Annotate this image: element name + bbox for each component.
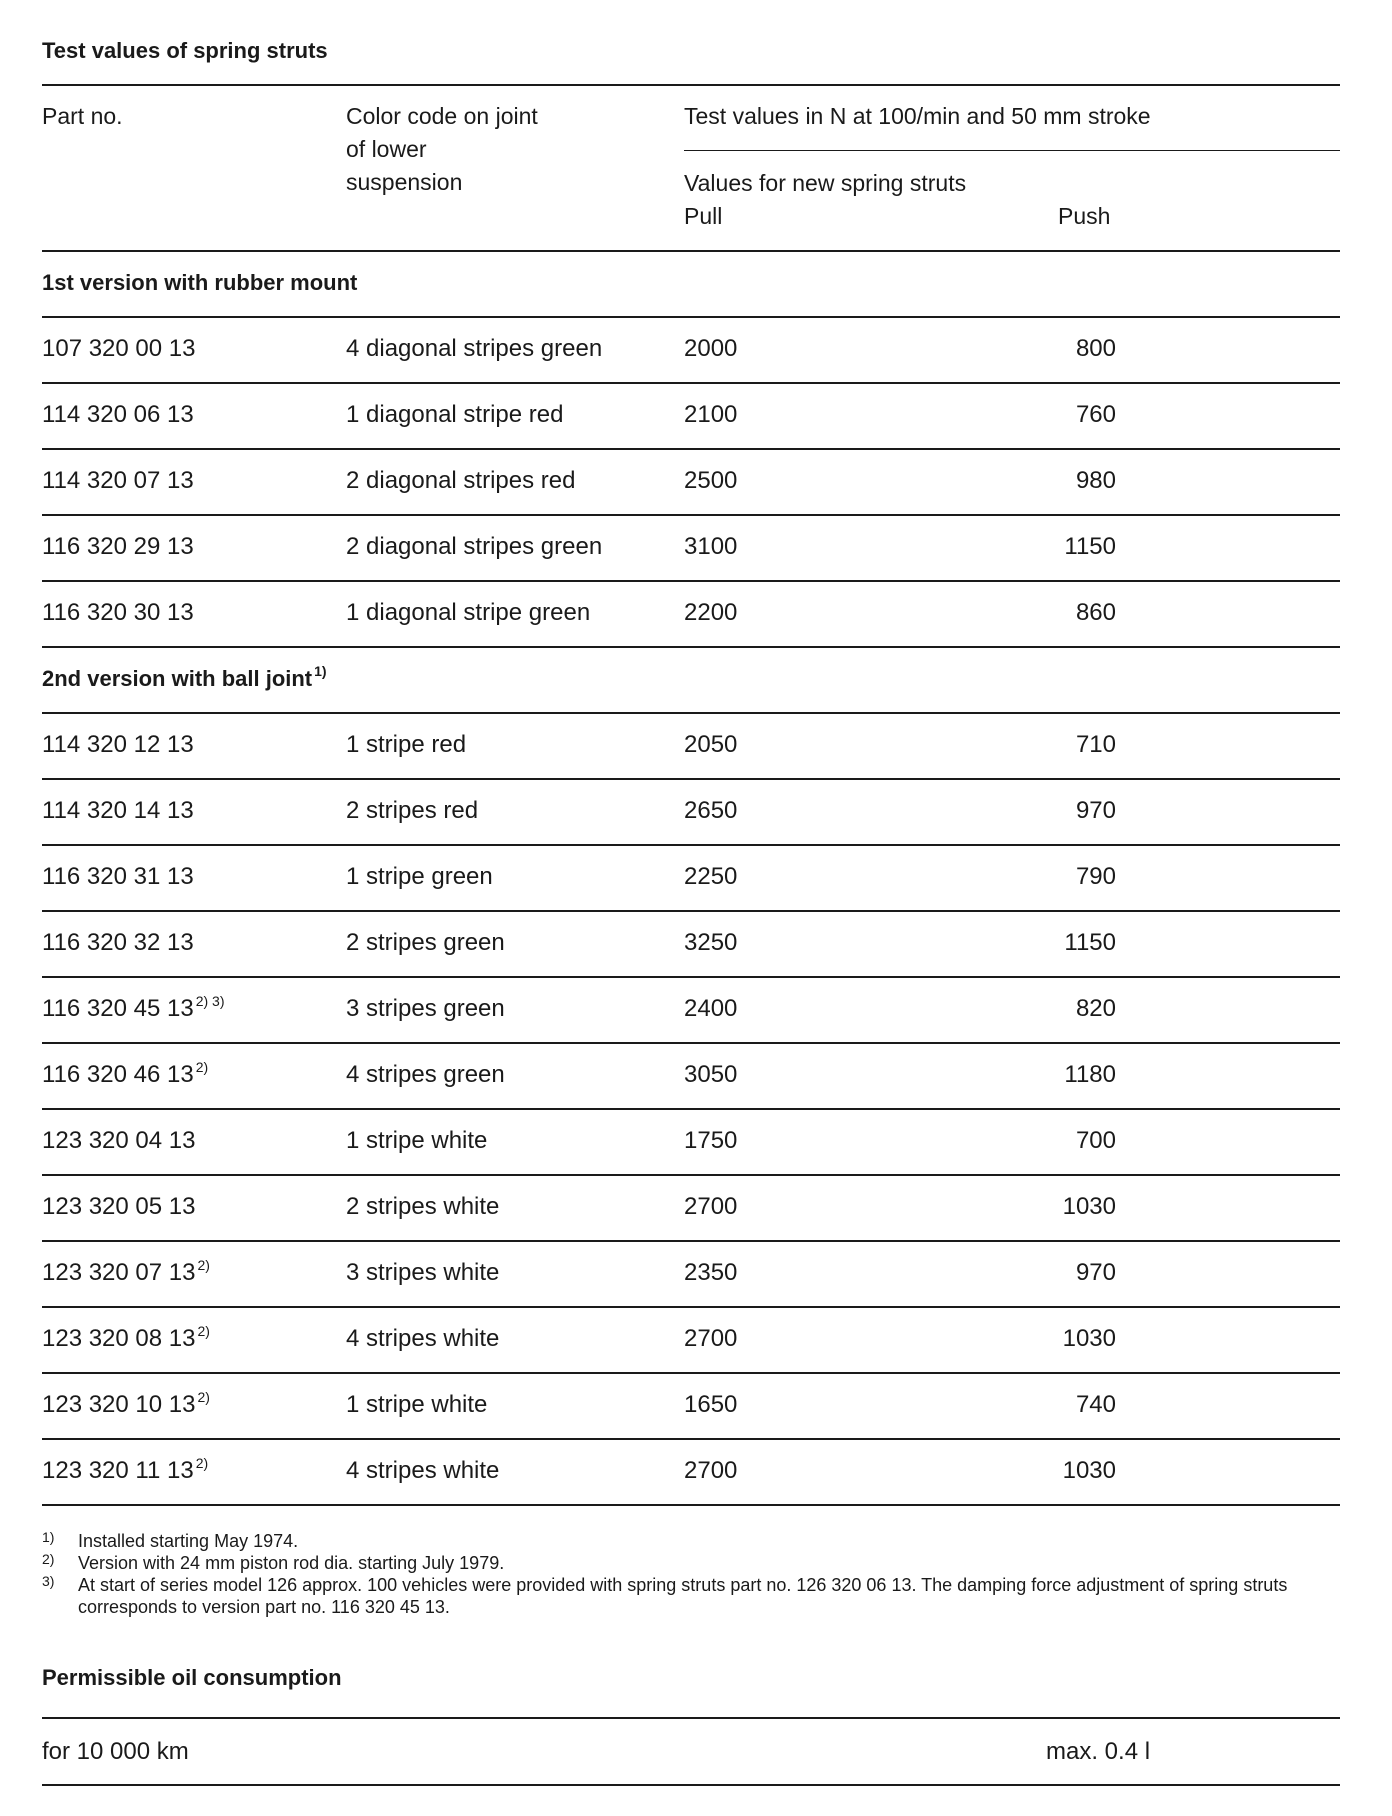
color-code-cell: 1 stripe green	[346, 863, 493, 890]
rule-header-sub	[684, 150, 1340, 151]
header-color-line-1: Color code on joint	[346, 103, 538, 129]
pull-cell: 2100	[684, 401, 738, 428]
section-title-text: 2nd version with ball joint	[42, 666, 313, 691]
pull-cell: 2500	[684, 467, 738, 494]
table-row	[42, 1108, 1340, 1174]
part-number-cell	[42, 712, 194, 778]
push-cell: 790	[1075, 863, 1116, 890]
color-code-cell: 1 diagonal stripe green	[346, 599, 591, 626]
push-cell: 1180	[1064, 1061, 1116, 1088]
color-code-cell: 3 stripes white	[346, 1259, 500, 1286]
part-number-cell	[42, 1108, 195, 1174]
oil-title: Permissible oil consumption	[42, 1665, 342, 1690]
part-footnote-ref: 2)	[197, 1257, 210, 1273]
pull-cell: 2700	[684, 1193, 738, 1220]
table-row	[42, 514, 1340, 580]
footnote-text: At start of series model 126 approx. 100 vehicles were provided with spring struts part no. 126 320 06 13. The damping force adjustment of spring struts corresponds to version part no. 116 320 45 13.	[78, 1575, 1288, 1617]
push-cell: 1150	[1064, 533, 1116, 560]
push-cell: 700	[1075, 1127, 1116, 1154]
part-number-cell	[42, 514, 194, 580]
table-row	[42, 976, 1340, 1042]
part-footnote-ref: 2)	[197, 1323, 210, 1339]
color-code-cell: 2 stripes white	[346, 1193, 500, 1220]
part-number-cell	[42, 1438, 208, 1504]
table-row	[42, 910, 1340, 976]
part-number: 114 320 06 13	[42, 401, 194, 428]
header-pull: Pull	[684, 203, 723, 229]
color-code-cell: 1 diagonal stripe red	[346, 401, 564, 428]
part-number: 116 320 30 13	[42, 599, 194, 626]
rule-oil-top	[42, 1717, 1340, 1719]
footnote-mark: 1)	[42, 1529, 55, 1545]
oil-label: for 10 000 km	[42, 1738, 189, 1765]
part-number-cell	[42, 382, 194, 448]
part-footnote-ref: 2)	[195, 1059, 209, 1075]
part-number-cell	[42, 778, 194, 844]
pull-cell: 3250	[684, 929, 738, 956]
part-number: 116 320 29 13	[42, 533, 194, 560]
header-part-no: Part no.	[42, 103, 123, 129]
pull-cell: 1650	[684, 1391, 738, 1418]
part-number-cell	[42, 448, 194, 514]
rule-top	[42, 84, 1340, 86]
part-number: 123 320 11 13	[42, 1457, 194, 1484]
section-title-text: 1st version with rubber mount	[42, 270, 358, 295]
footnote-text: Version with 24 mm piston rod dia. starting July 1979.	[78, 1553, 505, 1573]
pull-cell: 1750	[684, 1127, 738, 1154]
part-number: 116 320 45 13	[42, 995, 194, 1022]
part-number-cell	[42, 1174, 195, 1240]
push-cell: 1150	[1064, 929, 1116, 956]
footnote	[42, 1530, 1342, 1552]
footnote-mark: 2)	[42, 1551, 55, 1567]
table-row	[42, 1438, 1340, 1504]
push-cell: 820	[1075, 995, 1116, 1022]
part-number-cell	[42, 1240, 210, 1306]
oil-row	[42, 1720, 1340, 1784]
table-row	[42, 1240, 1340, 1306]
table-row	[42, 316, 1340, 382]
table-row	[42, 712, 1340, 778]
part-number-cell	[42, 1306, 210, 1372]
part-number-cell	[42, 844, 194, 910]
table-row	[42, 778, 1340, 844]
section-title	[42, 646, 327, 712]
pull-cell: 2050	[684, 731, 738, 758]
color-code-cell: 2 stripes green	[346, 929, 505, 956]
part-number-cell	[42, 1372, 210, 1438]
part-number: 123 320 08 13	[42, 1325, 196, 1352]
part-number: 114 320 14 13	[42, 797, 194, 824]
part-number-cell	[42, 910, 194, 976]
part-number: 116 320 46 13	[42, 1061, 194, 1088]
rule-oil-bottom	[42, 1784, 1340, 1786]
part-number-cell	[42, 316, 195, 382]
part-number-cell	[42, 1042, 208, 1108]
color-code-cell: 3 stripes green	[346, 995, 505, 1022]
push-cell: 1030	[1062, 1457, 1116, 1484]
part-number: 114 320 07 13	[42, 467, 194, 494]
color-code-cell: 2 diagonal stripes red	[346, 467, 576, 494]
header-color-code	[346, 100, 538, 199]
section-footnote-ref: 1)	[314, 663, 327, 679]
push-cell: 1030	[1062, 1193, 1116, 1220]
color-code-cell: 4 stripes white	[346, 1457, 500, 1484]
color-code-cell: 4 stripes green	[346, 1061, 505, 1088]
table-row	[42, 1174, 1340, 1240]
table-row	[42, 844, 1340, 910]
color-code-cell: 1 stripe red	[346, 731, 467, 758]
pull-cell: 2650	[684, 797, 738, 824]
pull-cell: 2400	[684, 995, 738, 1022]
push-cell: 970	[1075, 797, 1116, 824]
footnote	[42, 1552, 1342, 1574]
push-cell: 970	[1075, 1259, 1116, 1286]
part-number: 123 320 07 13	[42, 1259, 196, 1286]
table-row	[42, 448, 1340, 514]
table-row	[42, 1372, 1340, 1438]
part-number: 114 320 12 13	[42, 731, 194, 758]
color-code-cell: 4 diagonal stripes green	[346, 335, 603, 362]
part-footnote-ref: 2)	[197, 1389, 210, 1405]
header-color-line-3: suspension	[346, 169, 463, 195]
footnote-text: Installed starting May 1974.	[78, 1531, 299, 1551]
header-test-values: Test values in N at 100/min and 50 mm stroke	[684, 103, 1151, 129]
part-number: 116 320 32 13	[42, 929, 194, 956]
pull-cell: 2700	[684, 1457, 738, 1484]
push-cell: 860	[1075, 599, 1116, 626]
push-cell: 800	[1075, 335, 1116, 362]
part-footnote-ref: 2) 3)	[195, 993, 225, 1009]
part-number: 116 320 31 13	[42, 863, 194, 890]
pull-cell: 2200	[684, 599, 738, 626]
part-number: 123 320 10 13	[42, 1391, 196, 1418]
table-title: Test values of spring struts	[42, 38, 328, 63]
part-number-cell	[42, 580, 194, 646]
header-color-line-2: of lower	[346, 136, 427, 162]
push-cell: 980	[1075, 467, 1116, 494]
part-footnote-ref: 2)	[195, 1455, 209, 1471]
footnote-mark: 3)	[42, 1573, 55, 1589]
pull-cell: 3050	[684, 1061, 738, 1088]
table-row	[42, 382, 1340, 448]
push-cell: 740	[1075, 1391, 1116, 1418]
color-code-cell: 2 stripes red	[346, 797, 479, 824]
color-code-cell: 2 diagonal stripes green	[346, 533, 603, 560]
push-cell: 1030	[1062, 1325, 1116, 1352]
push-cell: 760	[1075, 401, 1116, 428]
part-number: 107 320 00 13	[42, 335, 196, 362]
table-row	[42, 1306, 1340, 1372]
part-number: 123 320 04 13	[42, 1127, 196, 1154]
push-cell: 710	[1075, 731, 1116, 758]
color-code-cell: 4 stripes white	[346, 1325, 500, 1352]
part-number-cell	[42, 976, 225, 1042]
table-row	[42, 1042, 1340, 1108]
section-title	[42, 250, 357, 316]
color-code-cell: 1 stripe white	[346, 1391, 488, 1418]
pull-cell: 2700	[684, 1325, 738, 1352]
oil-value: max. 0.4 l	[1046, 1738, 1151, 1765]
header-new-struts: Values for new spring struts	[684, 170, 967, 196]
pull-cell: 2000	[684, 335, 738, 362]
pull-cell: 2250	[684, 863, 738, 890]
pull-cell: 3100	[684, 533, 738, 560]
header-push: Push	[1058, 203, 1111, 229]
pull-cell: 2350	[684, 1259, 738, 1286]
footnote	[42, 1574, 1342, 1618]
table-row	[42, 580, 1340, 646]
part-number: 123 320 05 13	[42, 1193, 196, 1220]
color-code-cell: 1 stripe white	[346, 1127, 488, 1154]
row-rule	[42, 1504, 1340, 1506]
